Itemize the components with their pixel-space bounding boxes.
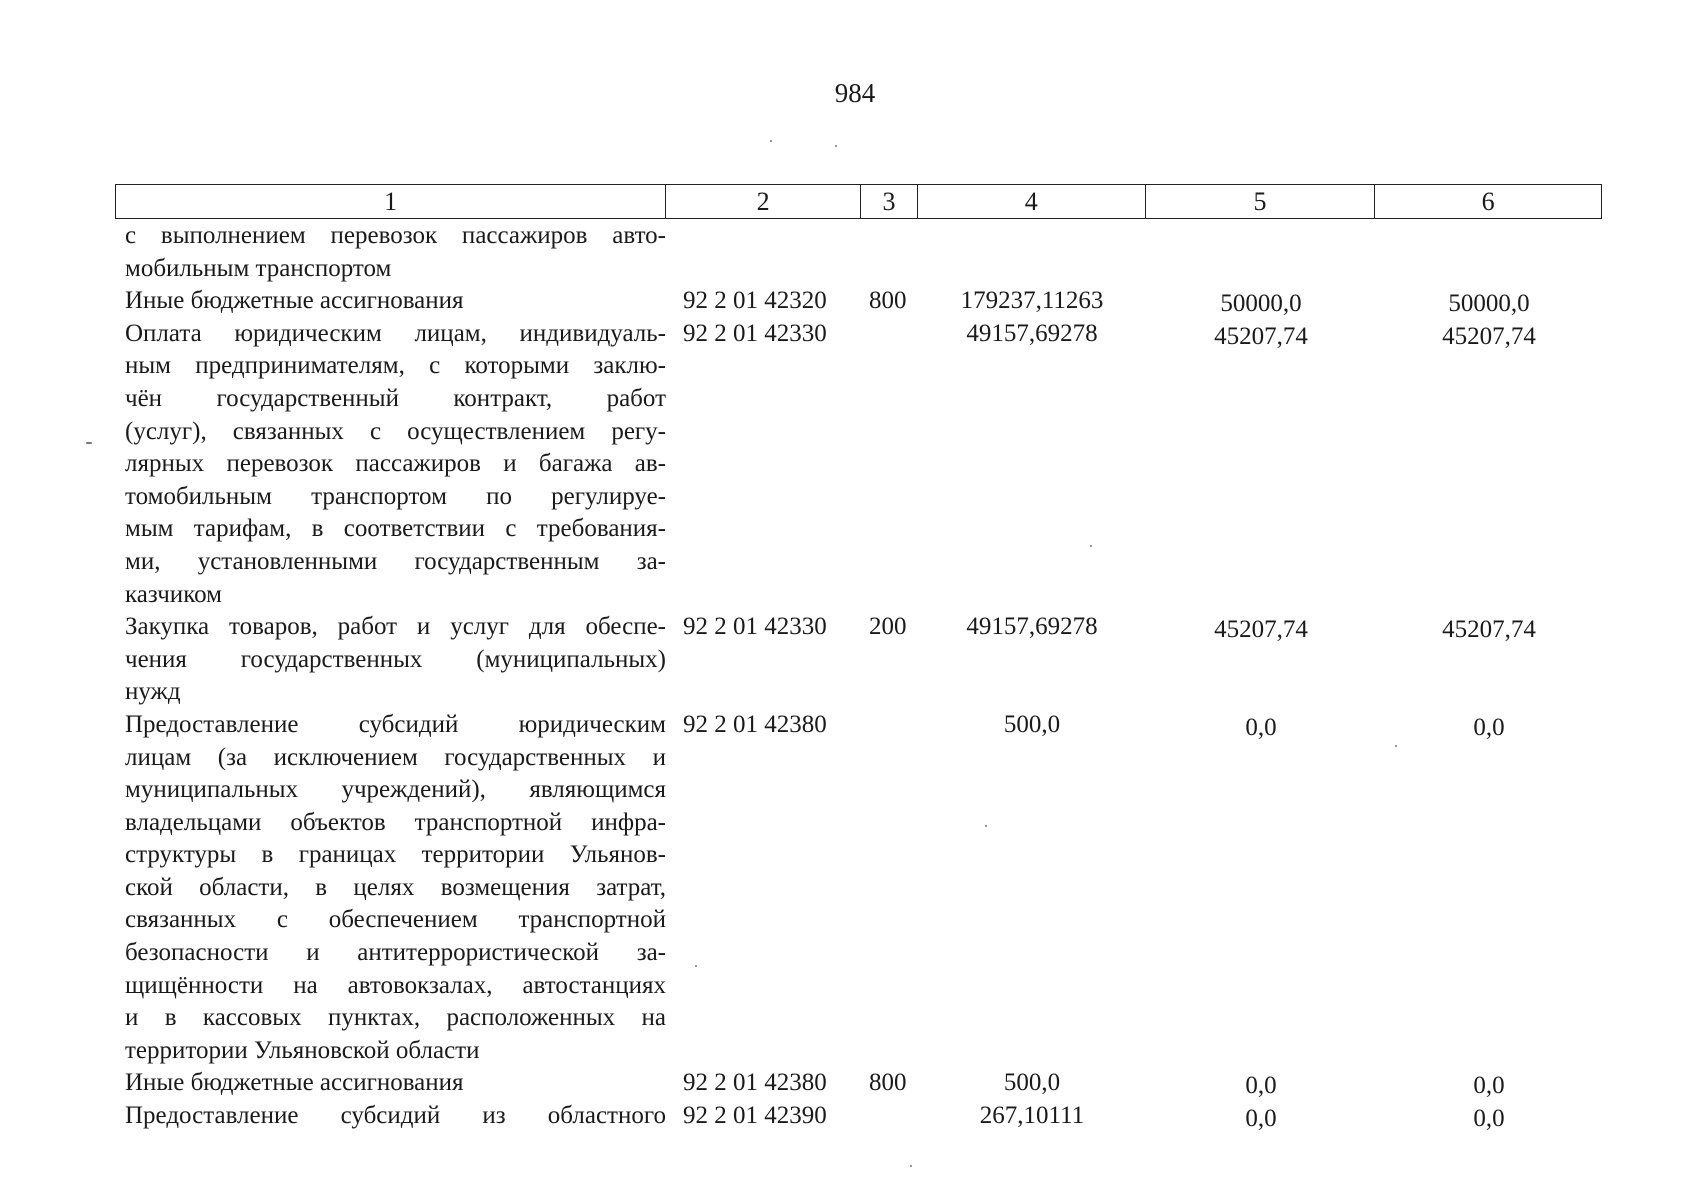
row-value-col5: 50000,0 — [1220, 290, 1302, 318]
scan-speck — [835, 145, 837, 147]
description-line: с выполнением перевозок пассажиров авто- — [125, 222, 666, 249]
table-row — [115, 285, 1602, 318]
description-line: томобильным транспортом по регулируе- — [125, 482, 666, 510]
scan-speck — [1395, 745, 1397, 747]
row-description — [115, 220, 666, 285]
table-row — [115, 1100, 1602, 1133]
header-col-1: 1 — [116, 185, 666, 218]
row-value-col4: 267,10111 — [979, 1102, 1085, 1130]
row-code: 92 2 01 42320 — [683, 287, 827, 315]
description-line: муниципальных учреждений), являющимся — [125, 776, 666, 804]
header-col-2: 2 — [666, 185, 861, 218]
description-line: Иные бюджетные ассигнования — [125, 1069, 464, 1097]
description-line: (услуг), связанных с осуществлением регу- — [125, 417, 666, 445]
row-expense-type — [861, 709, 918, 1068]
table-header-row — [115, 184, 1602, 219]
description-line: ской области, в целях возмещения затрат, — [125, 873, 666, 901]
description-line: чения государственных (муниципальных) — [125, 645, 666, 673]
description-line: щищённости на автовокзалах, автостанциях — [125, 971, 666, 999]
row-value-col6: 0,0 — [1473, 1072, 1505, 1100]
row-expense-type: 200 — [869, 613, 907, 641]
row-value-col6 — [1376, 220, 1602, 285]
description-line: ным предпринимателям, с которыми заклю- — [125, 352, 666, 380]
description-line: лицам (за исключением государственных и — [125, 743, 666, 771]
row-value-col6: 0,0 — [1473, 713, 1505, 741]
row-expense-type — [861, 318, 918, 611]
row-value-col5: 0,0 — [1245, 713, 1277, 741]
row-value-col4: 500,0 — [1003, 1069, 1061, 1097]
scan-speck — [910, 1165, 912, 1167]
description-line: территории Ульяновской области — [125, 1036, 480, 1064]
description-line: Оплата юридическим лицам, индивидуаль- — [125, 319, 666, 347]
page-number: 984 — [834, 78, 876, 108]
scan-speck — [770, 140, 772, 142]
scan-speck — [86, 442, 92, 444]
row-code: 92 2 01 42390 — [683, 1102, 827, 1130]
row-description — [115, 1067, 666, 1100]
description-line: чён государственный контракт, работ — [125, 384, 666, 412]
row-code — [666, 220, 861, 285]
description-line: лярных перевозок пассажиров и багажа ав- — [125, 450, 666, 478]
header-col-5: 5 — [1146, 185, 1376, 218]
table-row — [115, 709, 1602, 1068]
row-value-col5: 45207,74 — [1214, 322, 1308, 350]
description-line: Закупка товаров, работ и услуг для обеспе- — [125, 613, 666, 641]
table-row — [115, 318, 1602, 611]
description-line: Предоставление субсидий из областного — [125, 1102, 666, 1130]
row-value-col5: 0,0 — [1245, 1105, 1277, 1133]
table-row — [115, 220, 1602, 285]
description-line: и в кассовых пунктах, расположенных на — [125, 1004, 666, 1032]
scan-speck — [1090, 545, 1092, 547]
description-line: структуры в границах территории Ульянов- — [125, 841, 666, 869]
row-value-col4 — [918, 220, 1146, 285]
description-line: нужд — [125, 678, 181, 706]
row-expense-type: 800 — [869, 287, 907, 315]
row-value-col6: 0,0 — [1473, 1105, 1505, 1133]
row-expense-type — [861, 1100, 918, 1133]
description-line: безопасности и антитеррористической за- — [125, 939, 666, 967]
row-value-col5 — [1146, 220, 1376, 285]
description-line: Иные бюджетные ассигнования — [125, 287, 464, 315]
scan-speck — [985, 825, 987, 827]
row-description — [115, 611, 666, 709]
description-line: связанных с обеспечением транспортной — [125, 906, 666, 934]
header-col-4: 4 — [918, 185, 1146, 218]
row-value-col6: 50000,0 — [1448, 290, 1530, 318]
row-value-col5: 0,0 — [1245, 1072, 1277, 1100]
row-description — [115, 285, 666, 318]
description-line: казчиком — [125, 580, 222, 608]
row-expense-type: 800 — [869, 1069, 907, 1097]
row-description — [115, 1100, 666, 1133]
row-value-col6: 45207,74 — [1442, 322, 1536, 350]
description-line: ми, установленными государственным за- — [125, 547, 666, 575]
row-description — [115, 318, 666, 611]
row-code: 92 2 01 42380 — [683, 710, 827, 738]
row-value-col4: 500,0 — [1003, 710, 1061, 738]
table-row — [115, 1067, 1602, 1100]
row-code: 92 2 01 42380 — [683, 1069, 827, 1097]
description-line: мым тарифам, в соответствии с требования- — [125, 515, 666, 543]
row-expense-type — [861, 220, 918, 285]
description-line: Предоставление субсидий юридическим — [125, 710, 666, 738]
description-line: мобильным транспортом — [125, 254, 392, 282]
row-value-col4: 49157,69278 — [966, 613, 1098, 641]
header-col-6: 6 — [1481, 186, 1495, 216]
row-value-col5: 45207,74 — [1214, 616, 1308, 644]
row-description — [115, 709, 666, 1068]
row-code: 92 2 01 42330 — [683, 613, 827, 641]
table-row — [115, 611, 1602, 709]
header-col-3: 3 — [861, 185, 918, 218]
row-value-col4: 49157,69278 — [966, 319, 1098, 347]
row-value-col6: 45207,74 — [1442, 616, 1536, 644]
table-body — [115, 220, 1602, 1133]
row-value-col4: 179237,11263 — [960, 287, 1104, 315]
description-line: владельцами объектов транспортной инфра- — [125, 808, 666, 836]
scan-speck — [695, 965, 697, 967]
row-code: 92 2 01 42330 — [683, 319, 827, 347]
